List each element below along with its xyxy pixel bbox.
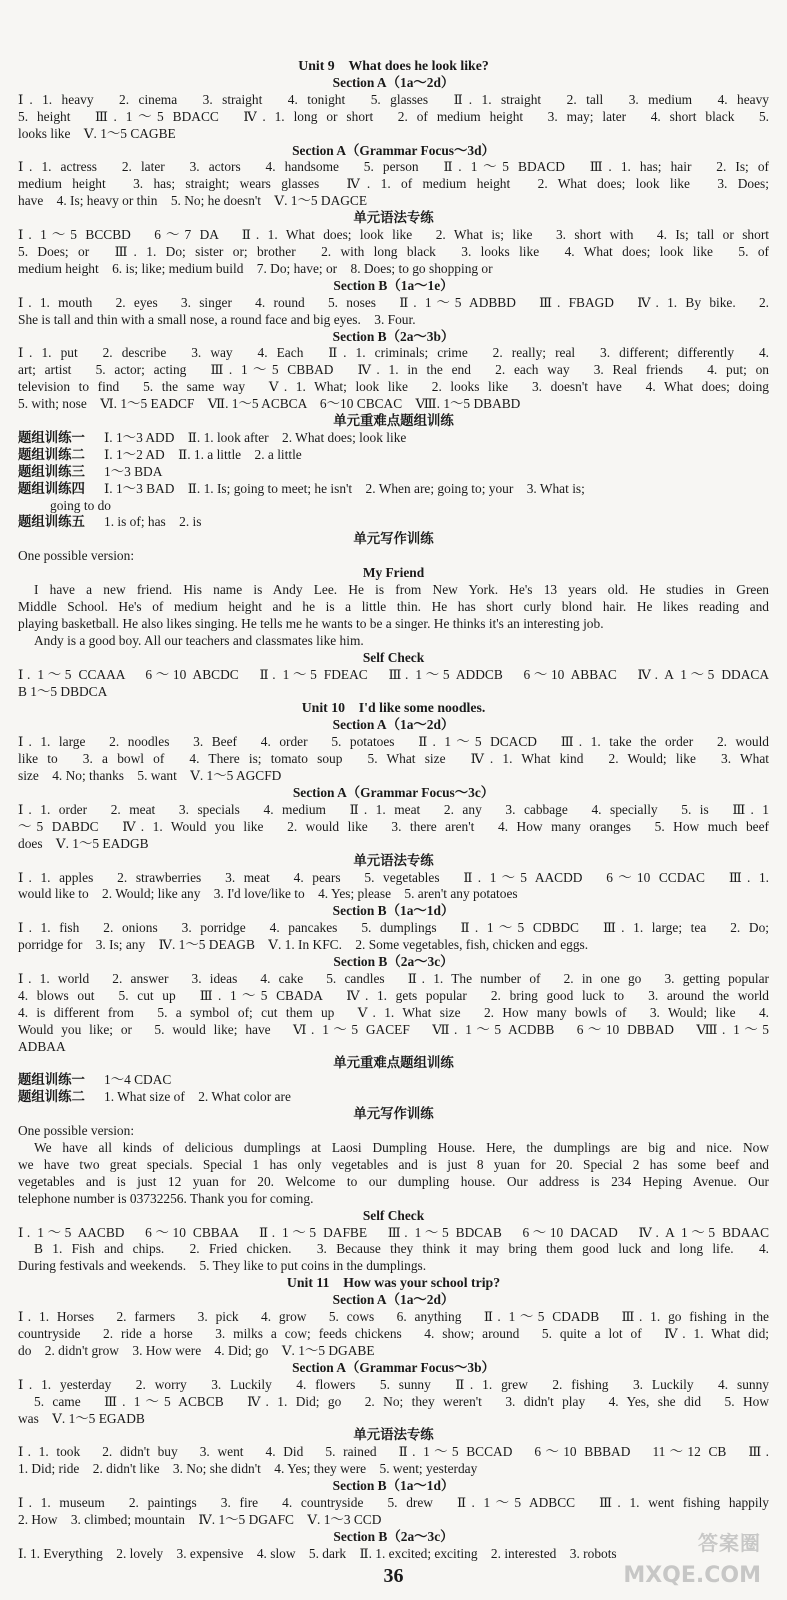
answer-line: art; artist 5. actor; acting Ⅲ. 1～5 CBBAD Ⅳ. 1. in the end 2. each way 3. Real friends 4. put; on [18,362,769,378]
watermark-logo: 答案圈 [698,1531,761,1555]
answer-text: 1～4 CDAC [104,1072,172,1088]
section-heading: 单元重难点题组训练 [333,1055,454,1071]
practice-group-line [18,430,769,447]
answer-line: do 2. didn't grow 3. How were 4. Did; go Ⅴ. 1～5 DGABE [18,1342,375,1358]
answer-line: Ⅰ. 1. put 2. describe 3. way 4. Each Ⅱ. 1. criminals; crime 2. really; real 3. different; differently 4. [18,345,769,361]
section-heading: Section B（2a～3c） [333,954,454,970]
section-heading: Section A（1a～2d） [332,717,455,733]
answer-line: Ⅰ. 1. heavy 2. cinema 3. straight 4. tonight 5. glasses Ⅱ. 1. straight 2. tall 3. medium 4. heavy [18,91,769,107]
answer-line: 5. Does; or Ⅲ. 1. Do; sister or; brother 2. with long black 3. looks like 4. What does; look like 5. of [18,243,769,259]
answer-line: telephone number is 03732256. Thank you for coming. [18,1190,314,1206]
answer-line: 5. with; nose Ⅵ. 1～5 EADCF Ⅶ. 1～5 ACBCA 6～10 CBCAC Ⅷ. 1～5 DBABD [18,396,521,412]
watermark-url: MXQE.COM [623,1563,761,1588]
answer-line: playing basketball. He also likes singing. He tells me he wants to be a singer. He thinks it's an interesting job. [18,615,604,631]
answer-text: 1. is of; has 2. is [104,514,202,530]
section-heading: Section B（1a～1d） [332,903,455,919]
answer-line: We have all kinds of delicious dumplings at Laosi Dumpling House. Here, the dumplings are big and nice. Now [34,1140,769,1155]
answer-line: Ⅰ. 1. large 2. noodles 3. Beef 4. order 5. potatoes Ⅱ. 1～5 DCACD Ⅲ. 1. take the order 2. would [18,734,769,750]
practice-group-label: 题组训练三 [18,463,85,479]
answer-line: 1. Did; ride 2. didn't like 3. No; she didn't 4. Yes; they were 5. went; yesterday [18,1461,478,1477]
answer-line: Ⅰ. 1. Everything 2. lovely 3. expensive 4. slow 5. dark Ⅱ. 1. excited; exciting 2. interested 3. robots [18,1545,617,1561]
section-heading: 单元写作训练 [353,1106,434,1122]
answer-line: I have a new friend. His name is Andy Lee. He is from New York. He's 13 years old. He studies in Green [34,582,769,598]
practice-group-line [18,1089,769,1106]
answer-text: Ⅰ. 1～2 AD Ⅱ. 1. a little 2. a little [104,446,302,462]
answer-line: would like to 2. Would; like any 3. I'd love/like to 4. Yes; please 5. aren't any potatoes [18,886,518,902]
top-margin [18,0,769,58]
answer-line: television to find 5. the same way Ⅴ. 1. What; look like 2. looks like 3. doesn't have 4. What does; doing [18,379,769,395]
practice-group-line [18,464,769,481]
unit-title: Unit 10 I'd like some noodles. [301,700,486,716]
section-heading: Self Check [362,649,425,665]
section-heading: 单元语法专练 [353,1427,434,1443]
answer-text: Ⅰ. 1～3 ADD Ⅱ. 1. look after 2. What does; look like [104,429,407,445]
section-heading: Section B（1a～1e） [333,277,454,293]
answer-line: was Ⅴ. 1～5 EGADB [18,1410,145,1426]
section-heading: Section A（Grammar Focus～3c） [292,784,495,800]
section-heading: Section A（1a～2d） [332,1292,455,1308]
answer-line: ～5 DABDC Ⅳ. 1. Would you like 2. would like 3. there aren't 4. How many oranges 5. How much beef [18,818,769,834]
answer-content [18,58,769,1563]
answer-line: have 4. Is; heavy or thin 5. No; he doesn't Ⅴ. 1～5 DAGCE [18,193,368,209]
answer-line: Ⅰ. 1. actress 2. later 3. actors 4. handsome 5. person Ⅱ. 1～5 BDACD Ⅲ. 1. has; hair 2. Is; of [18,159,769,175]
answer-line: 5. height Ⅲ. 1～5 BDACC Ⅳ. 1. long or short 2. of medium height 3. may; later 4. short black 5. [18,108,769,124]
answer-line: She is tall and thin with a small nose, a round face and big eyes. 3. Four. [18,311,416,327]
answer-line: Middle School. He's of medium height and he is a little thin. He has short curly blond hair. He likes reading and [18,599,769,614]
section-heading: Section A（Grammar Focus～3b） [292,1359,495,1375]
practice-group-label: 题组训练二 [18,1089,85,1105]
answer-line: Andy is a good boy. All our teachers and classmates like him. [34,632,364,648]
practice-group-label: 题组训练二 [18,446,85,462]
answer-line: Would you like; or 5. would like; have Ⅵ. 1～5 GACEF Ⅶ. 1～5 ACDBB 6～10 DBBAD Ⅷ. 1～5 [18,1021,769,1037]
answer-line: does Ⅴ. 1～5 EADGB [18,835,149,851]
answer-line: like to 3. a bowl of 4. There is; tomato soup 5. What size Ⅳ. 1. What kind 2. Would; like 3. What [18,751,769,767]
answer-line: Ⅰ. 1. apples 2. strawberries 3. meat 4. pears 5. vegetables Ⅱ. 1～5 AACDD 6～10 CCDAC Ⅲ. 1. [18,869,769,885]
practice-group-line [18,514,769,531]
unit-title: Unit 11 How was your school trip? [286,1275,501,1291]
answer-line: Ⅰ. 1. yesterday 2. worry 3. Luckily 4. flowers 5. sunny Ⅱ. 1. grew 2. fishing 3. Luckily 4. sunny [18,1376,769,1392]
answer-line: looks like Ⅴ. 1～5 CAGBE [18,125,176,141]
section-heading: Section A（Grammar Focus～3d） [292,142,495,158]
answer-line: medium height 6. is; like; medium build 7. Do; have; or 8. Does; to go shopping or [18,260,493,276]
answer-line: 4. blows out 5. cut up Ⅲ. 1～5 CBADA Ⅳ. 1. gets popular 2. bring good luck to 3. around the world [18,987,769,1003]
answer-line: vegetables and is just 12 yuan for 20. Welcome to our dumpling house. Our address is 234 Heping Avenue. Our [18,1173,769,1189]
answer-line: countryside 2. ride a horse 3. milks a cow; feeds chickens 4. show; around 5. quite a lot of Ⅳ. 1. What did; [18,1325,769,1341]
practice-group-label: 题组训练四 [18,480,85,496]
answer-text: Ⅰ. 1～3 BAD Ⅱ. 1. Is; going to meet; he isn't 2. When are; going to; your 3. What is; [104,480,585,496]
answer-line: B 1. Fish and chips. 2. Fried chicken. 3. Because they think it may bring them good luck and long life. 4. [34,1241,769,1257]
answer-line: porridge for 3. Is; any Ⅳ. 1～5 DEAGB Ⅴ. 1. In KFC. 2. Some vegetables, fish, chicken and eggs. [18,937,589,953]
section-heading: Section B（1a～1d） [332,1478,455,1494]
answer-line: Ⅰ. 1～5 AACBD 6～10 CBBAA Ⅱ. 1～5 DAFBE Ⅲ. 1～5 BDCAB 6～10 DACAD Ⅳ. A 1～5 BDAAC [18,1224,769,1240]
answer-line: Ⅰ. 1. Horses 2. farmers 3. pick 4. grow 5. cows 6. anything Ⅱ. 1～5 CDADB Ⅲ. 1. go fishing in the [18,1309,769,1325]
section-heading: Self Check [362,1207,425,1223]
practice-group-line [18,481,769,498]
answer-line: going to do [50,497,112,513]
answer-line: Ⅰ. 1. museum 2. paintings 3. fire 4. countryside 5. drew Ⅱ. 1～5 ADBCC Ⅲ. 1. went fishing happily [18,1495,769,1511]
answer-line: medium height 3. has; straight; wears glasses Ⅳ. 1. of medium height 2. What does; look like 3. Does; [18,176,769,192]
practice-group-label: 题组训练一 [18,1072,85,1088]
section-heading: 单元语法专练 [353,852,434,868]
answer-line: Ⅰ. 1. fish 2. onions 3. porridge 4. pancakes 5. dumplings Ⅱ. 1～5 CDBDC Ⅲ. 1. large; tea 2. Do; [18,920,769,936]
practice-group-label: 题组训练五 [18,514,85,530]
section-heading: 单元写作训练 [353,531,434,547]
answer-line: size 4. No; thanks 5. want Ⅴ. 1～5 AGCFD [18,768,282,784]
answer-text: 1. What size of 2. What color are [104,1089,291,1105]
answer-line: Ⅰ. 1. took 2. didn't buy 3. went 4. Did 5. rained Ⅱ. 1～5 BCCAD 6～10 BBBAD 11～12 CB Ⅲ. [18,1444,769,1460]
answer-line: One possible version: [18,1123,135,1139]
answer-line: ADBAA [18,1038,66,1054]
answer-line: B 1～5 DBDCA [18,683,108,699]
section-heading: 单元语法专练 [353,210,434,226]
section-heading: Section B（2a～3c） [333,1528,454,1544]
answer-line: Ⅰ. 1. order 2. meat 3. specials 4. medium Ⅱ. 1. meat 2. any 3. cabbage 4. specially 5. is Ⅲ. 1 [18,801,769,817]
section-heading: Section B（2a～3b） [332,328,455,344]
answer-line: Ⅰ. 1. mouth 2. eyes 3. singer 4. round 5. noses Ⅱ. 1～5 ADBBD Ⅲ. FBAGD Ⅳ. 1. By bike. 2. [18,294,769,310]
practice-group-label: 题组训练一 [18,429,85,445]
unit-title: Unit 9 What does he look like? [298,58,489,73]
answer-line: During festivals and weekends. 5. They like to put coins in the dumplings. [18,1258,427,1274]
answer-line: 2. How 3. climbed; mountain Ⅳ. 1～5 DGAFC Ⅴ. 1～3 CCD [18,1511,382,1527]
practice-group-line [18,1072,769,1089]
answer-line: Ⅰ. 1～5 CCAAA 6～10 ABCDC Ⅱ. 1～5 FDEAC Ⅲ. 1～5 ADDCB 6～10 ABBAC Ⅳ. A 1～5 DDACA [18,666,769,682]
answer-line: One possible version: [18,548,135,564]
answer-line: Ⅰ. 1. world 2. answer 3. ideas 4. cake 5. candles Ⅱ. 1. The number of 2. in one go 3. getting popular [18,970,769,986]
answer-line: we have two great specials. Special 1 has only vegetables and is just 8 yuan for 20. Special 2 has some beef and [18,1156,769,1172]
practice-group-line [18,447,769,464]
answer-line: 4. is different from 5. a symbol of; cut them up Ⅴ. 1. What size 2. How many bowls of 3. Would; like 4. [18,1004,769,1020]
answer-line: 5. came Ⅲ. 1～5 ACBCB Ⅳ. 1. Did; go 2. No; they weren't 3. didn't play 4. Yes, she did 5. How [34,1393,769,1409]
answer-line: Ⅰ. 1～5 BCCBD 6～7 DA Ⅱ. 1. What does; look like 2. What is; like 3. short with 4. Is; tall or short [18,227,769,243]
section-heading: My Friend [362,565,425,581]
section-heading: Section A（1a～2d） [332,74,455,90]
answer-text: 1～3 BDA [104,463,163,479]
section-heading: 单元重难点题组训练 [333,413,454,429]
page-number: 36 [383,1565,404,1587]
